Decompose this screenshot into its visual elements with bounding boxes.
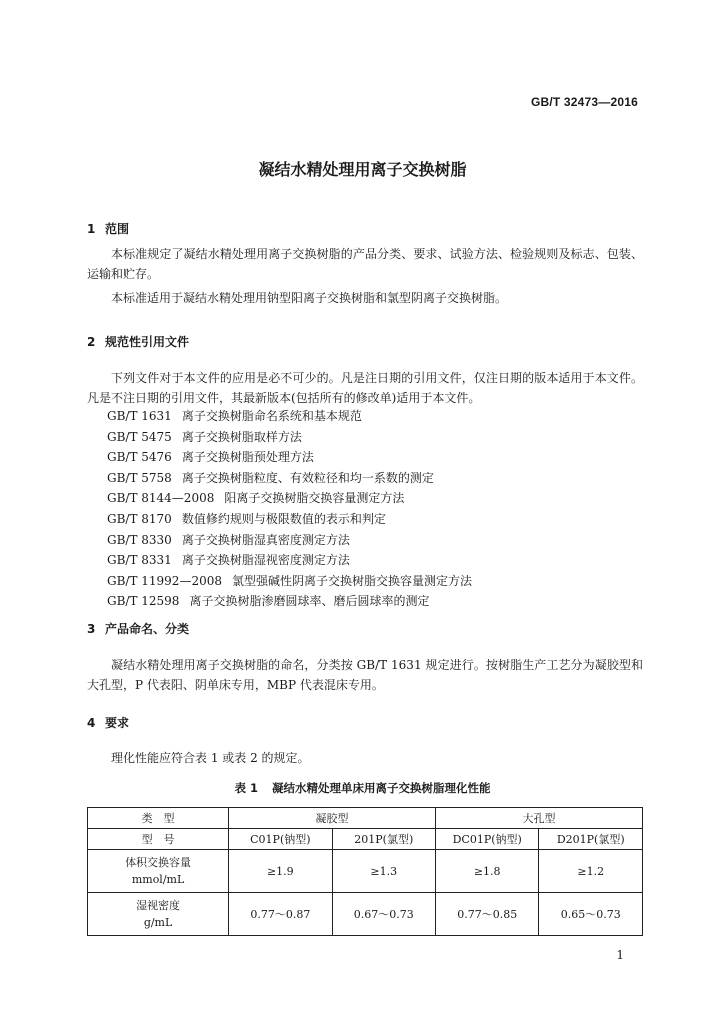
- normative-reference-list: [107, 406, 472, 612]
- section-4-heading: [87, 714, 129, 731]
- table-header-row: [88, 808, 643, 829]
- reference-code: GB/T 8331: [107, 553, 172, 568]
- model-cell: C01P(钠型): [229, 829, 332, 850]
- model-cell: D201P(氯型): [539, 829, 643, 850]
- reference-title: 离子交换树脂命名系统和基本规范: [181, 409, 362, 423]
- reference-title: 离子交换树脂预处理方法: [181, 450, 314, 465]
- property-name: 体积交换容量: [125, 856, 192, 869]
- reference-item: [107, 447, 472, 468]
- section-2-heading: [87, 333, 189, 350]
- reference-code: GB/T 8170: [107, 511, 172, 526]
- model-cell: DC01P(钠型): [435, 829, 539, 850]
- value-cell: ≥1.9: [229, 850, 332, 893]
- group-header-macroporous: 大孔型: [435, 808, 642, 829]
- reference-item: [107, 530, 472, 551]
- reference-code: GB/T 1631: [107, 409, 172, 423]
- value-cell: ≥1.3: [332, 850, 435, 893]
- type-header-cell: 类 型: [88, 808, 229, 829]
- requirements-paragraph: 理化性能应符合表 1 或表 2 的规定。: [111, 751, 310, 765]
- reference-item: [107, 509, 472, 530]
- reference-title: 离子交换树脂湿真密度测定方法: [181, 532, 350, 547]
- reference-item: [107, 591, 472, 612]
- section-title: 范围: [105, 222, 130, 236]
- reference-code: GB/T 5475: [107, 429, 172, 444]
- table-row: [88, 850, 643, 893]
- model-header-cell: 型 号: [88, 829, 229, 850]
- reference-code: GB/T 5476: [107, 450, 172, 465]
- reference-title: 离子交换树脂湿视密度测定方法: [181, 553, 350, 568]
- table-row: [88, 893, 643, 936]
- reference-title: 离子交换树脂渗磨圆球率、磨后圆球率的测定: [189, 594, 430, 609]
- section-3-heading: [87, 620, 189, 637]
- property-unit: mmol/mL: [131, 873, 185, 886]
- section-number: 1: [87, 222, 96, 236]
- reference-title: 数值修约规则与极限数值的表示和判定: [181, 511, 386, 526]
- table-header-row: [88, 829, 643, 850]
- section-title: 规范性引用文件: [105, 335, 190, 349]
- scope-paragraph-2: 本标准适用于凝结水精处理用钠型阳离子交换树脂和氯型阴离子交换树脂。: [111, 291, 508, 305]
- reference-code: GB/T 8144—2008: [107, 491, 215, 506]
- reference-code: GB/T 5758: [107, 470, 172, 485]
- property-name: 湿视密度: [136, 899, 181, 912]
- model-cell: 201P(氯型): [332, 829, 435, 850]
- reference-item: [107, 406, 472, 427]
- property-label-cell: [88, 850, 229, 893]
- reference-item: [107, 468, 472, 489]
- reference-item: [107, 550, 472, 571]
- reference-title: 离子交换树脂粒度、有效粒径和均一系数的测定: [181, 470, 434, 485]
- reference-title: 阳离子交换树脂交换容量测定方法: [224, 491, 405, 506]
- value-cell: 0.77～0.87: [229, 893, 332, 936]
- reference-code: GB/T 11992—2008: [107, 573, 222, 588]
- property-label-cell: [88, 893, 229, 936]
- value-cell: ≥1.8: [435, 850, 539, 893]
- scope-paragraph-1: 本标准规定了凝结水精处理用离子交换树脂的产品分类、要求、试验方法、检验规则及标志、包装、运输和贮存。: [87, 247, 643, 281]
- page-number: 1: [616, 948, 624, 962]
- section-title: 产品命名、分类: [105, 622, 190, 636]
- section-title: 要求: [105, 716, 130, 730]
- document-title: 凝结水精处理用离子交换树脂: [258, 160, 467, 179]
- value-cell: 0.65～0.73: [539, 893, 643, 936]
- reference-code: GB/T 8330: [107, 532, 172, 547]
- value-cell: 0.67～0.73: [332, 893, 435, 936]
- references-intro: 下列文件对于本文件的应用是必不可少的。凡是注日期的引用文件，仅注日期的版本适用于本文件。凡是不注日期的引用文件，其最新版本(包括所有的修改单)适用于本文件。: [87, 371, 643, 405]
- section-number: 2: [87, 335, 96, 349]
- section-number: 3: [87, 622, 96, 636]
- reference-item: [107, 571, 472, 592]
- resin-properties-table: [87, 807, 643, 936]
- group-header-gel: 凝胶型: [229, 808, 436, 829]
- section-1-heading: [87, 220, 129, 237]
- table-number: 表 1: [234, 781, 258, 795]
- section-number: 4: [87, 716, 96, 730]
- classification-paragraph: 凝结水精处理用离子交换树脂的命名，分类按 GB/T 1631 规定进行。按树脂生产工艺分为凝胶型和大孔型，P 代表阳、阴单床专用，MBP 代表混床专用。: [87, 658, 643, 692]
- standard-code: GB/T 32473—2016: [530, 95, 638, 109]
- table-title: 凝结水精处理单床用离子交换树脂理化性能: [272, 781, 491, 795]
- reference-title: 氯型强碱性阴离子交换树脂交换容量测定方法: [231, 573, 472, 588]
- reference-item: [107, 488, 472, 509]
- reference-title: 离子交换树脂取样方法: [181, 429, 302, 444]
- reference-item: [107, 427, 472, 448]
- value-cell: ≥1.2: [539, 850, 643, 893]
- property-unit: g/mL: [143, 916, 173, 929]
- value-cell: 0.77～0.85: [435, 893, 539, 936]
- reference-code: GB/T 12598: [107, 594, 180, 609]
- table-caption: [0, 780, 725, 796]
